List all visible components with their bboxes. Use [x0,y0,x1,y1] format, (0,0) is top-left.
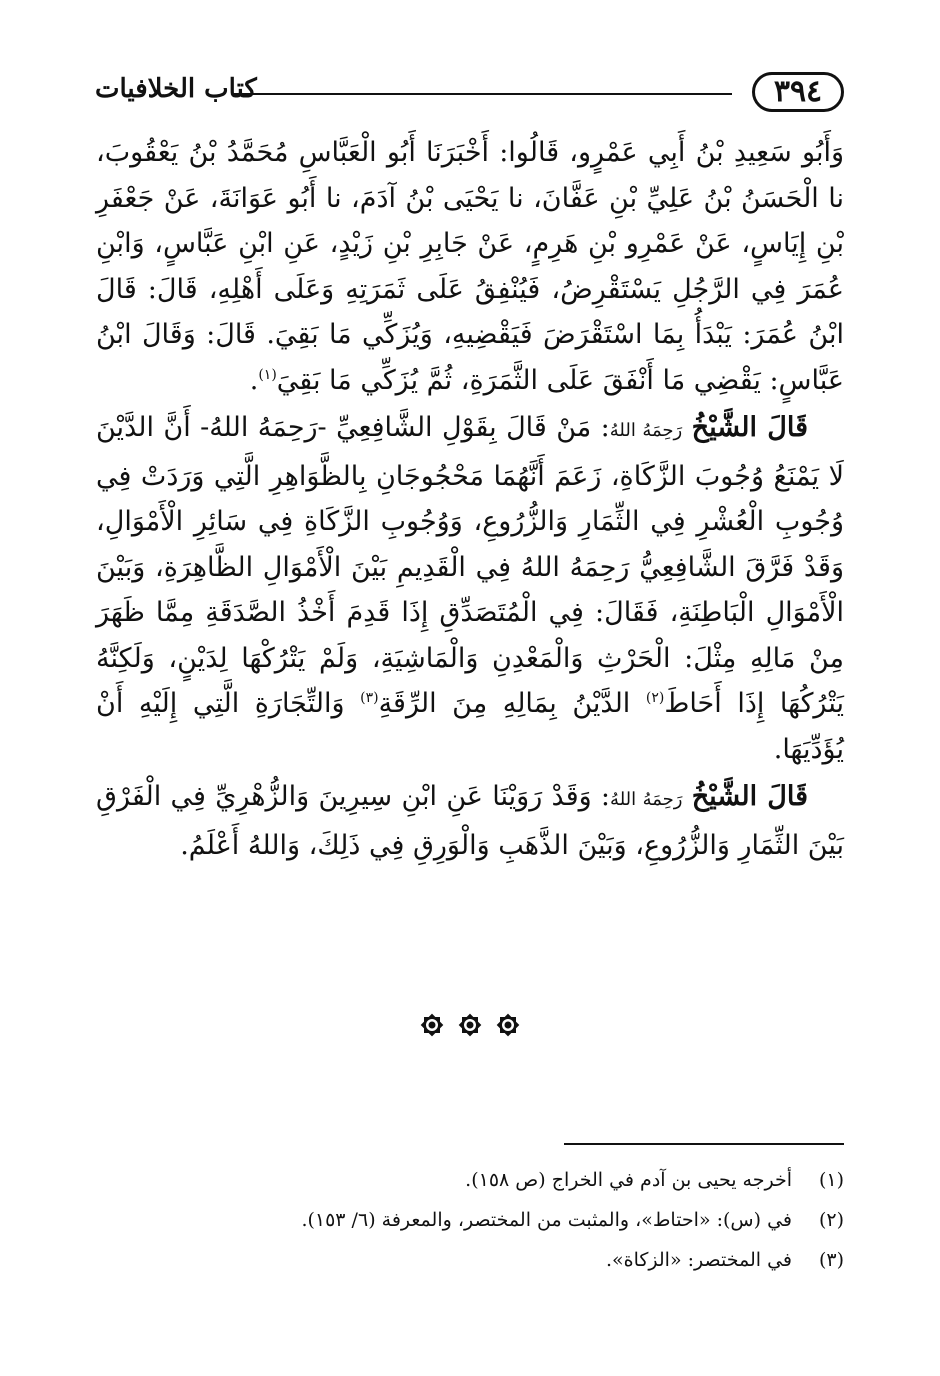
footnote-item [96,1240,844,1280]
footnote-text: أخرجه يحيى بن آدم في الخراج (ص ١٥٨). [465,1169,792,1191]
footnote-ref[interactable]: (٣) [360,690,379,706]
footnote-item [96,1200,844,1240]
page-number: ٣٩٤ [752,72,844,112]
paragraph-hadith: وَأَبُو سَعِيدِ بْنُ أَبِي عَمْرٍو، قَالُوا: أَخْبَرَنَا أَبُو الْعَبَّاسِ مُحَمَّدُ بْنُ يَعْقُوبَ، نا الْحَسَنُ بْنُ عَلِيِّ بْنِ عَفَّانَ، نا يَحْيَى بْنُ آدَمَ، نا أَبُو عَوَانَةَ، عَنْ جَعْفَرِ بْنِ إِيَاسٍ، عَنْ عَمْرِو بْنِ هَرِمٍ، عَنْ جَابِرِ بْنِ زَيْدٍ، عَنِ ابْنِ عَبَّاسٍ، وَابْنِ عُمَرَ فِي الرَّجُلِ يَسْتَقْرِضُ، فَيُنْفِقُ عَلَى ثَمَرَتِهِ وَعَلَى أَهْلِهِ، قَالَ: قَالَ ابْنُ عُمَرَ: يَبْدَأُ بِمَا اسْتَقْرَضَ فَيَقْضِيهِ، وَيُزَكِّي مَا بَقِيَ. قَالَ: وَقَالَ ابْنُ عَبَّاسٍ: يَقْضِي مَا أَنْفَقَ عَلَى الثَّمَرَةِ، ثُمَّ يُزَكِّي مَا بَقِيَ$^{(١)}$. [96,137,844,396]
paragraph-text: الدَّيْنُ بِمَالِهِ مِنَ الرِّقَةِ [378,688,646,719]
paragraph-text: : مَنْ قَالَ بِقَوْلِ الشَّافِعِيِّ -رَحِمَهُ اللهُ- أَنَّ الدَّيْنَ لَا يَمْنَعُ وُجُوبَ الزَّكَاةِ، زَعَمَ أَنَّهُمَا مَحْجُوجَانِ بِالظَّوَاهِرِ الَّتِي وَرَدَتْ فِي وُجُوبِ الْعُشْرِ فِي الثِّمَارِ وَالزُّرُوعِ، وَوُجُوبِ الزَّكَاةِ فِي سَائِرِ الْأَمْوَالِ، وَقَدْ فَرَّقَ الشَّافِعِيُّ رَحِمَهُ اللهُ فِي الْقَدِيمِ بَيْنَ الْأَمْوَالِ الظَّاهِرَةِ، وَبَيْنَ الْأَمْوَالِ الْبَاطِنَةِ، فَقَالَ: فِي الْمُتَصَدِّقِ إِذَا قَدِمَ أَخْذُ الصَّدَقَةِ مِمَّا ظَهَرَ مِنْ مَالِهِ مِثْلَ: الْحَرْثِ وَالْمَعْدِنِ وَالْمَاشِيَةِ، وَلَمْ يَتْرُكْهَا لِدَيْنٍ، وَلَكِنَّهُ يَتْرُكُهَا إِذَا أَحَاطَ [96,412,844,719]
paragraph-shaykh-2 [96,774,844,868]
star-ornament-icon [495,1012,521,1038]
footnote-number: (٢) [818,1209,844,1231]
star-ornament-icon [457,1012,483,1038]
text-line: الثَّمَرَةِ، ثُمَّ يُزَكِّي مَا بَقِيَ [276,364,538,396]
honorific: رَحِمَهُ اللهُ [609,420,683,441]
footnote-divider [564,1143,844,1145]
paragraph-shaykh-1 [96,405,844,772]
text-line: وَأَبُو سَعِيدِ بْنُ أَبِي عَمْرٍو، قَالُوا: أَخْبَرَنَا أَبُو الْعَبَّاسِ مُحَمَّدُ بْنُ يَعْقُوبَ، نا [96,137,844,214]
footnote-ref[interactable]: (١) [258,366,277,383]
footnotes [96,1160,844,1280]
header-rule [233,93,732,95]
footnote-ref[interactable]: (٢) [645,690,665,706]
honorific: رَحِمَهُ اللهُ [610,789,683,810]
section-ornaments [0,1012,940,1038]
page-header [95,62,844,122]
footnote-number: (١) [818,1169,844,1191]
star-ornament-icon [419,1012,445,1038]
paragraph-text: : وَقَدْ رَوَيْنَا عَنِ ابْنِ سِيرِينَ وَالزُّهْرِيِّ فِي الْفَرْقِ بَيْنَ الثِّمَارِ وَالزُّرُوعِ، وَبَيْنَ الذَّهَبِ وَالْوَرِقِ فِي ذَلِكَ، وَاللهُ أَعْلَمُ. [96,781,844,861]
text-line: اسْتَقْرَضَ فَيَقْضِيهِ، وَيُزَكِّي مَا بَقِيَ. قَالَ: وَقَالَ ابْنُ عَبَّاسٍ: يَقْضِي مَا أَنْفَقَ عَلَى [96,319,844,396]
footnote-text: في المختصر: «الزكاة». [605,1249,792,1271]
paragraph-text: وَالتِّجَارَةِ الَّتِي إِلَيْهِ أَنْ يُؤَدِّيَهَا. [96,688,844,765]
shaykh-lead: قَالَ الشَّيْخُ [691,412,808,443]
text-line: الْحَسَنُ بْنُ عَلِيِّ بْنِ عَفَّانَ، نا يَحْيَى بْنُ آدَمَ، نا أَبُو عَوَانَةَ، عَنْ جَعْفَرِ بْنِ إِيَاسٍ، [96,182,844,259]
footnote-number: (٣) [818,1249,844,1271]
footnote-text: في (س): «احتاط»، والمثبت من المختصر، والمعرفة (٦/ ١٥٣). [301,1209,792,1231]
text-line: عَنْ عَمْرِو بْنِ هَرِمٍ، عَنْ جَابِرِ بْنِ زَيْدٍ، عَنِ ابْنِ عَبَّاسٍ، وَابْنِ عُمَرَ فِي الرَّجُلِ [96,228,844,305]
text-line: يَسْتَقْرِضُ، فَيُنْفِقُ عَلَى ثَمَرَتِهِ وَعَلَى أَهْلِهِ، قَالَ: قَالَ ابْنُ عُمَرَ: يَبْدَأُ بِمَا [96,273,844,350]
footnote-item [96,1160,844,1200]
book-title: كتاب الخلافيات [95,74,257,104]
main-text [96,130,844,870]
shaykh-lead: قَالَ الشَّيْخُ [691,781,808,812]
